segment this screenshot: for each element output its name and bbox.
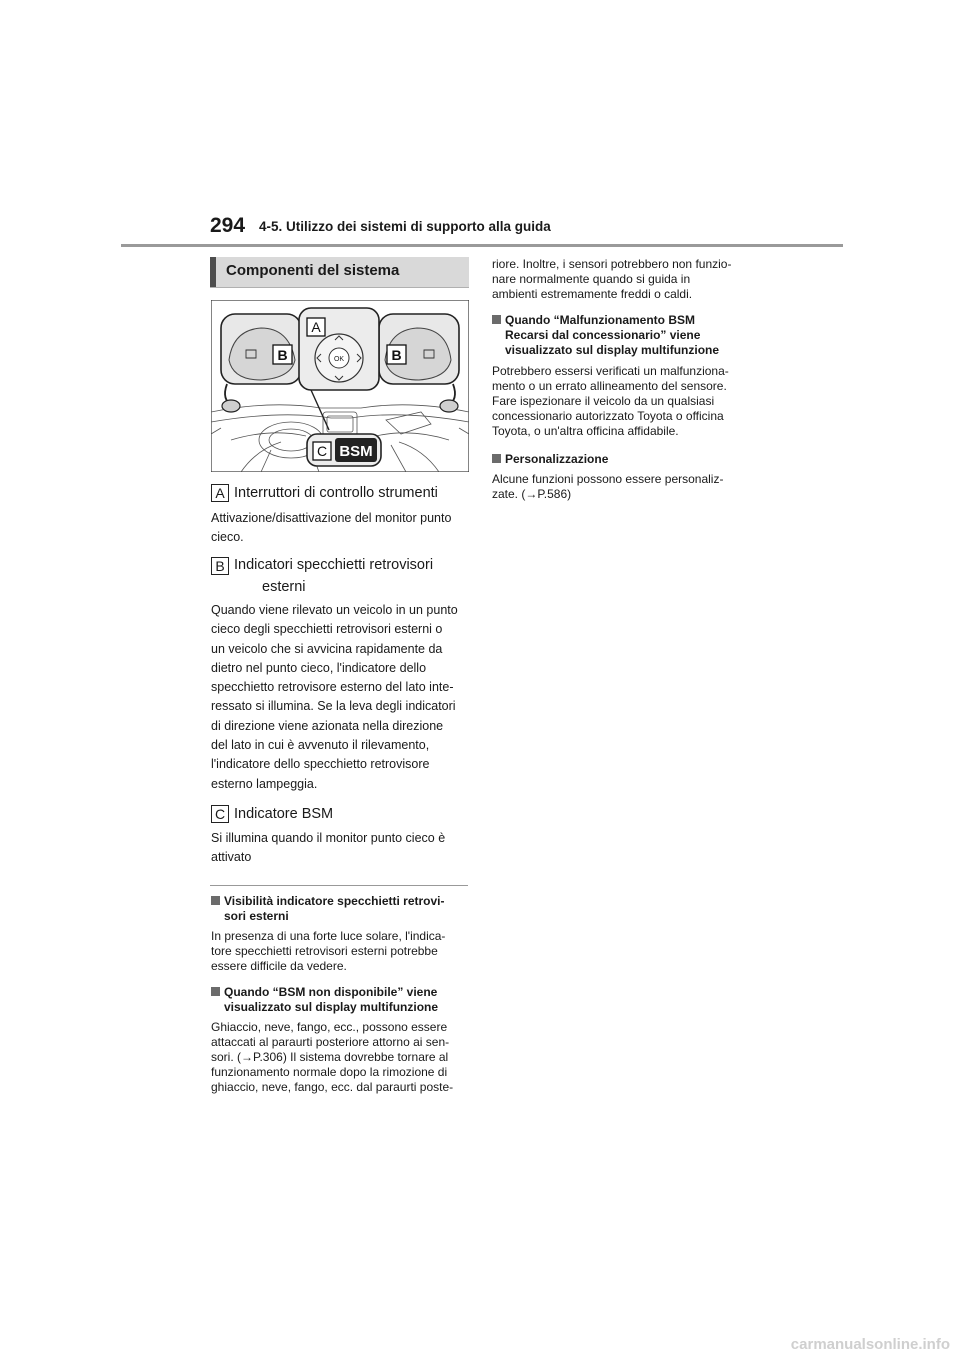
note-customization-heading: Personalizzazione xyxy=(492,452,608,467)
continuation-text: riore. Inoltre, i sensori potrebbero non funzio- nare normalmente quando si guida in ambienti estremamente freddi o caldi. xyxy=(492,257,732,301)
item-a-title: Interruttori di controllo strumenti xyxy=(234,485,438,501)
note-customization-body: Alcune funzioni possono essere personaliz- zate. (→P.586) xyxy=(492,472,724,501)
callout-b-left: B xyxy=(277,347,288,363)
dashboard-illustration xyxy=(211,300,469,472)
item-b-body: Quando viene rilevato un veicolo in un punto cieco degli specchietti retrovisori esterni o un veicolo che si avvicina rapidamente da dietro nel punto cieco, l'indicatore dello specchietto retrovisore esterno del lato inte- ressato si illumina. Se la leva degli indicatori di direzione viene azionata nella direzione del lato in cui è avvenuto il rilevamento, l'indicatore dello specchietto retrovisore esterno lampeggia. xyxy=(211,603,458,791)
header-rule xyxy=(121,244,843,247)
bullet-square-icon xyxy=(492,315,501,324)
note-malfunction-body: Potrebbero essersi verificati un malfunziona- mento o un errato allineamento del sensore. Fare ispezionare il veicolo da un qualsiasi concessionario autorizzato Toyota o officina Toyota, o un'altra officina affidabile. xyxy=(492,364,729,438)
page-number: 294 xyxy=(210,214,246,237)
label-c: C xyxy=(211,805,229,823)
item-a-body: Attivazione/disattivazione del monitor punto cieco. xyxy=(211,511,452,545)
bullet-square-icon xyxy=(492,454,501,463)
section-header: 4-5. Utilizzo dei sistemi di supporto alla guida xyxy=(259,219,551,234)
bullet-square-icon xyxy=(211,987,220,996)
note-bsm-unavailable-heading: Quando “BSM non disponibile” viene visualizzato sul display multifunzione xyxy=(211,985,438,1015)
footer-watermark: carmanualsonline.info xyxy=(790,1336,950,1353)
label-b: B xyxy=(211,557,229,575)
item-b-title: Indicatori specchietti retrovisori esterni xyxy=(234,557,434,595)
item-c-body: Si illumina quando il monitor punto cieco è attivato xyxy=(211,831,446,865)
note-malfunction-heading: Quando “Malfunzionamento BSM Recarsi dal concessionario” viene visualizzato sul display multifunzione xyxy=(492,313,719,358)
label-a: A xyxy=(211,484,229,502)
note-visibility-body: In presenza di una forte luce solare, l'indica- tore specchietti retrovisori esterni potrebbe essere difficile da vedere. xyxy=(211,929,446,973)
callout-a: A xyxy=(311,319,321,335)
note-bsm-unavailable-body: Ghiaccio, neve, fango, ecc., possono essere attaccati al paraurti posteriore attorno ai sen- sori. (→P.306) Il sistema dovrebbe tornare al funzionamento normale dopo la rimozione di ghiaccio, neve, fango, ecc. dal paraurti poste- xyxy=(211,1020,454,1094)
callout-c: C xyxy=(316,443,328,459)
callout-b-right: B xyxy=(391,347,402,363)
bsm-indicator-text: BSM xyxy=(339,443,373,460)
note-visibility-heading: Visibilità indicatore specchietti retrovi- sori esterni xyxy=(211,894,445,924)
section-heading: Componenti del sistema xyxy=(226,262,400,279)
notes-divider xyxy=(210,885,468,886)
ok-button-label: OK xyxy=(333,356,345,363)
heading-underline xyxy=(210,287,469,288)
bullet-square-icon xyxy=(211,896,220,905)
item-c-title: Indicatore BSM xyxy=(234,806,334,822)
